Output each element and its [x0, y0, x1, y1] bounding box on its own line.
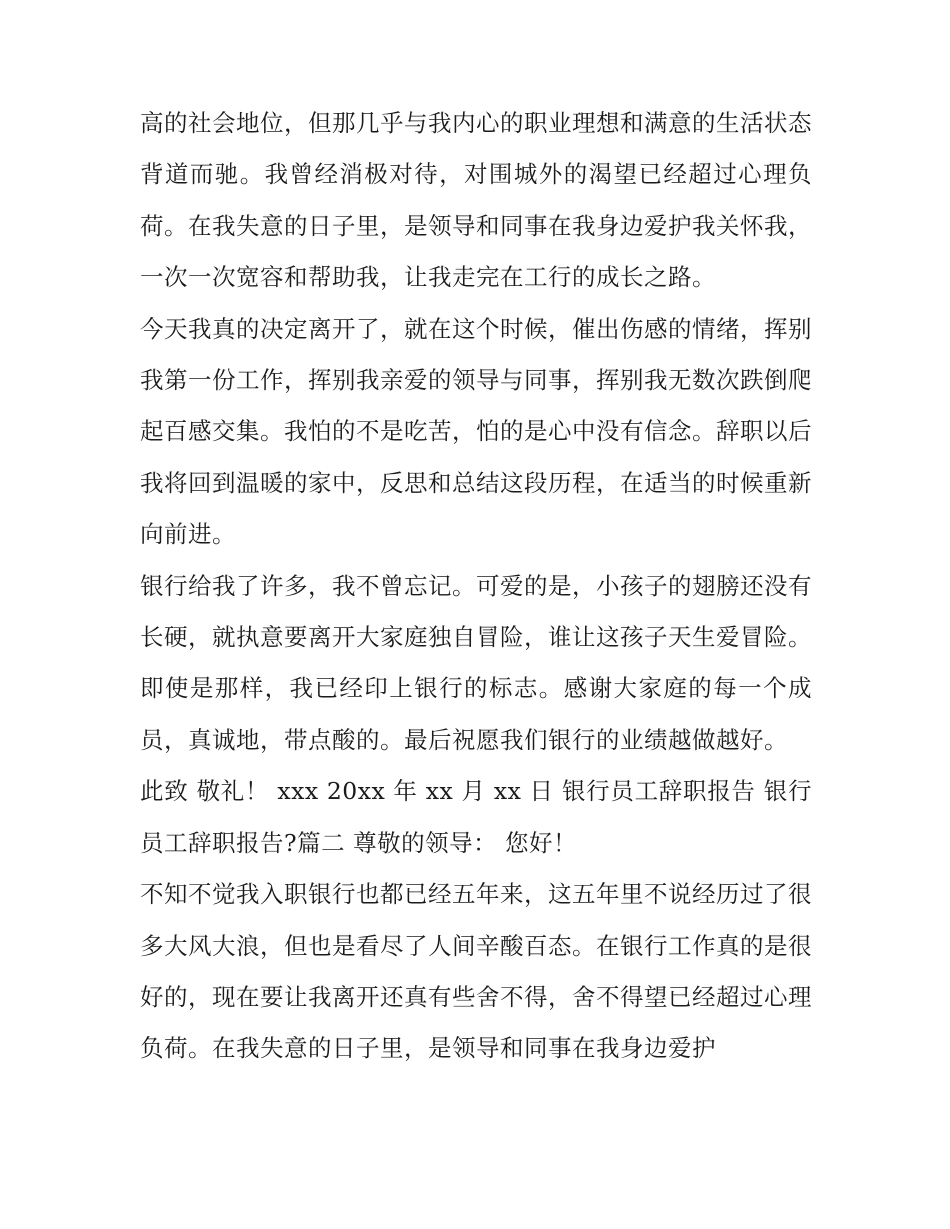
paragraph-4-closing: 此致 敬礼！ xxx 20xx 年 xx 月 xx 日 银行员工辞职报告 银行员工辞职报告?篇二 尊敬的领导： 您好！: [140, 777, 812, 857]
paragraph-3: 银行给我了许多，我不曾忘记。可爱的是，小孩子的翅膀还没有长硬，就执意要离开大家庭独自冒险，谁让这孩子天生爱冒险。即使是那样，我已经印上银行的标志。感谢大家庭的每一个成员，真诚地，带点酸的。最后祝愿我们银行的业绩越做越好。: [140, 571, 812, 754]
document-body: [140, 98, 812, 1075]
paragraph-1: 高的社会地位，但那几乎与我内心的职业理想和满意的生活状态背道而驰。我曾经消极对待，对围城外的渴望已经超过心理负荷。在我失意的日子里，是领导和同事在我身边爱护我关怀我，一次一次宽容和帮助我，让我走完在工行的成长之路。: [140, 109, 812, 292]
paragraph-5: 不知不觉我入职银行也都已经五年来，这五年里不说经历过了很多大风大浪，但也是看尽了人间辛酸百态。在银行工作真的是很好的，现在要让我离开还真有些舍不得，舍不得望已经超过心理负荷。在我失意的日子里，是领导和同事在我身边爱护: [140, 880, 812, 1063]
paragraph-2: 今天我真的决定离开了，就在这个时候，催出伤感的情绪，挥别我第一份工作，挥别我亲爱的领导与同事，挥别我无数次跌倒爬起百感交集。我怕的不是吃苦，怕的是心中没有信念。辞职以后我将回到温暖的家中，反思和总结这段历程，在适当的时候重新向前进。: [140, 314, 812, 549]
